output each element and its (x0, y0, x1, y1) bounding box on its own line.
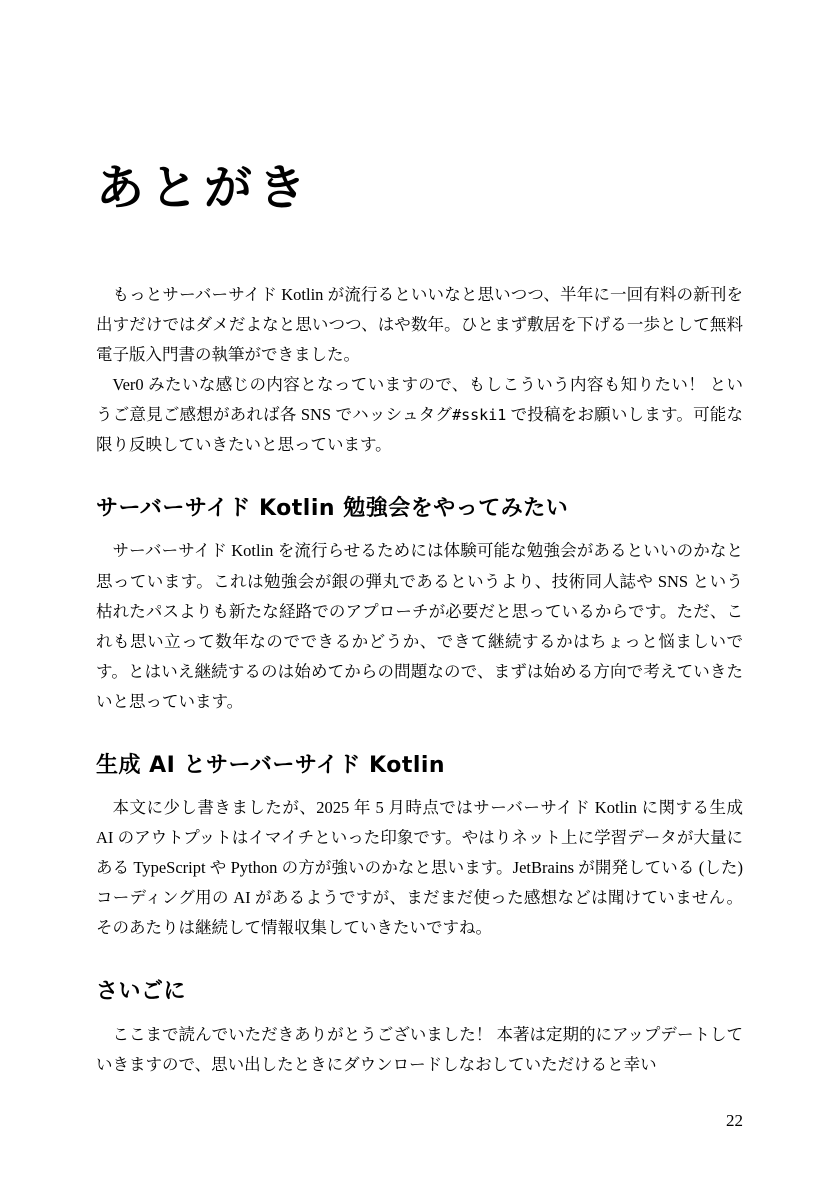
section-heading-closing: さいごに (96, 979, 187, 1005)
section-paragraph-generative-ai: 本文に少し書きましたが、2025 年 5 月時点ではサーバーサイド Kotlin に関する生成 AI のアウトプットはイマイチといった印象です。やはりネット上に学習データが大量にある TypeScript や Python の方が強いのかなと思います。JetBrains が開発している (した) コーディング用の AI があるようですが、まだまだ使った感想などは聞けていません。そのあたりは継続して情報収集していきたいですね。 (96, 798, 743, 938)
section-heading-generative-ai: 生成 AI とサーバーサイド Kotlin (96, 752, 446, 778)
page-number: 22 (726, 1111, 743, 1130)
intro-paragraph-1: もっとサーバーサイド Kotlin が流行るといいなと思いつつ、半年に一回有料の新刊を出すだけではダメだよなと思いつつ、はや数年。ひとまず敷居を下げる一歩として無料電子版入門書の執筆ができました。 (96, 284, 743, 364)
intro-paragraph-2-tail: で投稿をお願いします。可能な限り反映していきたいと思っています。 (96, 404, 743, 454)
section-paragraph-study-group: サーバーサイド Kotlin を流行らせるためには体験可能な勉強会があるといいのかなと思っています。これは勉強会が銀の弾丸であるというより、技術同人誌や SNS という枯れたパスよりも新たな経路でのアプローチが必要だと思っているからです。ただ、これも思い立って数年なのでできるかどうか、できて継続するかはちょっと悩ましいです。とはいえ継続するのは始めてからの問題なので、まずは始める方向で考えていきたいと思っています。 (96, 541, 743, 711)
intro-paragraph-2 (96, 370, 743, 460)
hashtag-code: #sski1 (452, 405, 507, 424)
intro-block (96, 280, 743, 460)
section-paragraph-closing: ここまで読んでいただきありがとうございました！ 本著は定期的にアップデートしていきますので、思い出したときにダウンロードしなおしていただけると幸い (96, 1025, 743, 1075)
section-heading-study-group: サーバーサイド Kotlin 勉強会をやってみたい (96, 495, 569, 521)
intro-paragraph-2-lead: Ver0 みたいな感じの内容となっていますので、もしこういう内容も知りたい！ というご意見ご感想があれば各 SNS でハッシュタグ (96, 374, 743, 424)
page-title: あとがき (96, 160, 313, 216)
